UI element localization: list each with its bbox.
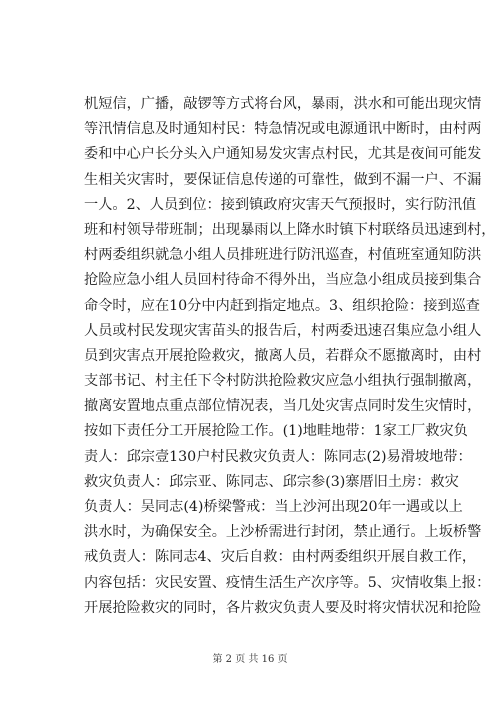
text-line: 人员或村民发现灾害苗头的报告后，村两委迅速召集应急小组人 [84, 322, 482, 339]
text-line: 负责人：吴同志(4)桥梁警戒：当上沙河出现20年一遇或以上 [84, 499, 463, 515]
text-line: 命令时，应在10分中内赶到指定地点。3、组织抢险：接到巡查 [84, 297, 480, 314]
text-line: 一人。2、人员到位：接到镇政府灾害天气预报时，实行防汛值 [84, 196, 477, 213]
text-line: 村两委组织就急小组人员排班进行防汛巡查，村值班室通知防洪 [84, 247, 482, 264]
text-line: 撤离安置地点重点部位情况表，当几处灾害点同时发生灾情时， [84, 398, 482, 415]
text-line: 救灾负责人：邱宗亚、陈同志、邱宗参(3)寨厝旧土房：救灾 [84, 473, 459, 490]
text-line: 责人：邱宗壹130户村民救灾负责人：陈同志(2)易滑坡地带： [84, 448, 472, 465]
text-line: 戒负责人：陈同志4、灾后自救：由村两委组织开展自救工作， [84, 549, 477, 566]
text-line: 生相关灾害时，要保证信息传递的可靠性，做到不漏一户、不漏 [84, 171, 482, 188]
body-text [84, 92, 496, 621]
text-line: 支部书记、村主任下令村防洪抢险救灾应急小组执行强制撤离， [84, 373, 482, 390]
text-line: 内容包括：灾民安置、疫情生活生产次序等。5、灾情收集上报： [84, 574, 491, 591]
text-line: 机短信，广播，敲锣等方式将台风，暴雨，洪水和可能出现灾情 [84, 96, 482, 112]
text-line: 开展抢险救灾的同时，各片救灾负责人要及时将灾情状况和抢险 [84, 599, 482, 616]
text-line: 等汛情信息及时通知村民：特急情况或电源通讯中断时，由村两 [84, 121, 482, 138]
page-footer [0, 650, 500, 665]
text-line: 委和中心户长分头入户通知易发灾害点村民，尤其是夜间可能发 [84, 146, 482, 163]
text-line: 班和村领导带班制；出现暴雨以上降水时镇下村联络员迅速到村， [84, 221, 496, 238]
text-line: 员到灾害点开展抢险救灾，撤离人员，若群众不愿撤离时，由村 [84, 347, 482, 364]
text-line: 洪水时，为确保安全。上沙桥需进行封闭，禁止通行。上坂桥警 [84, 524, 482, 541]
text-line: 抢险应急小组人员回村待命不得外出，当应急小组成员接到集合 [84, 272, 482, 289]
page-number: 第 2 页 共 16 页 [212, 654, 288, 665]
text-line: 按如下责任分工开展抢险工作。(1)地畦地带：1家工厂救灾负 [84, 423, 468, 440]
